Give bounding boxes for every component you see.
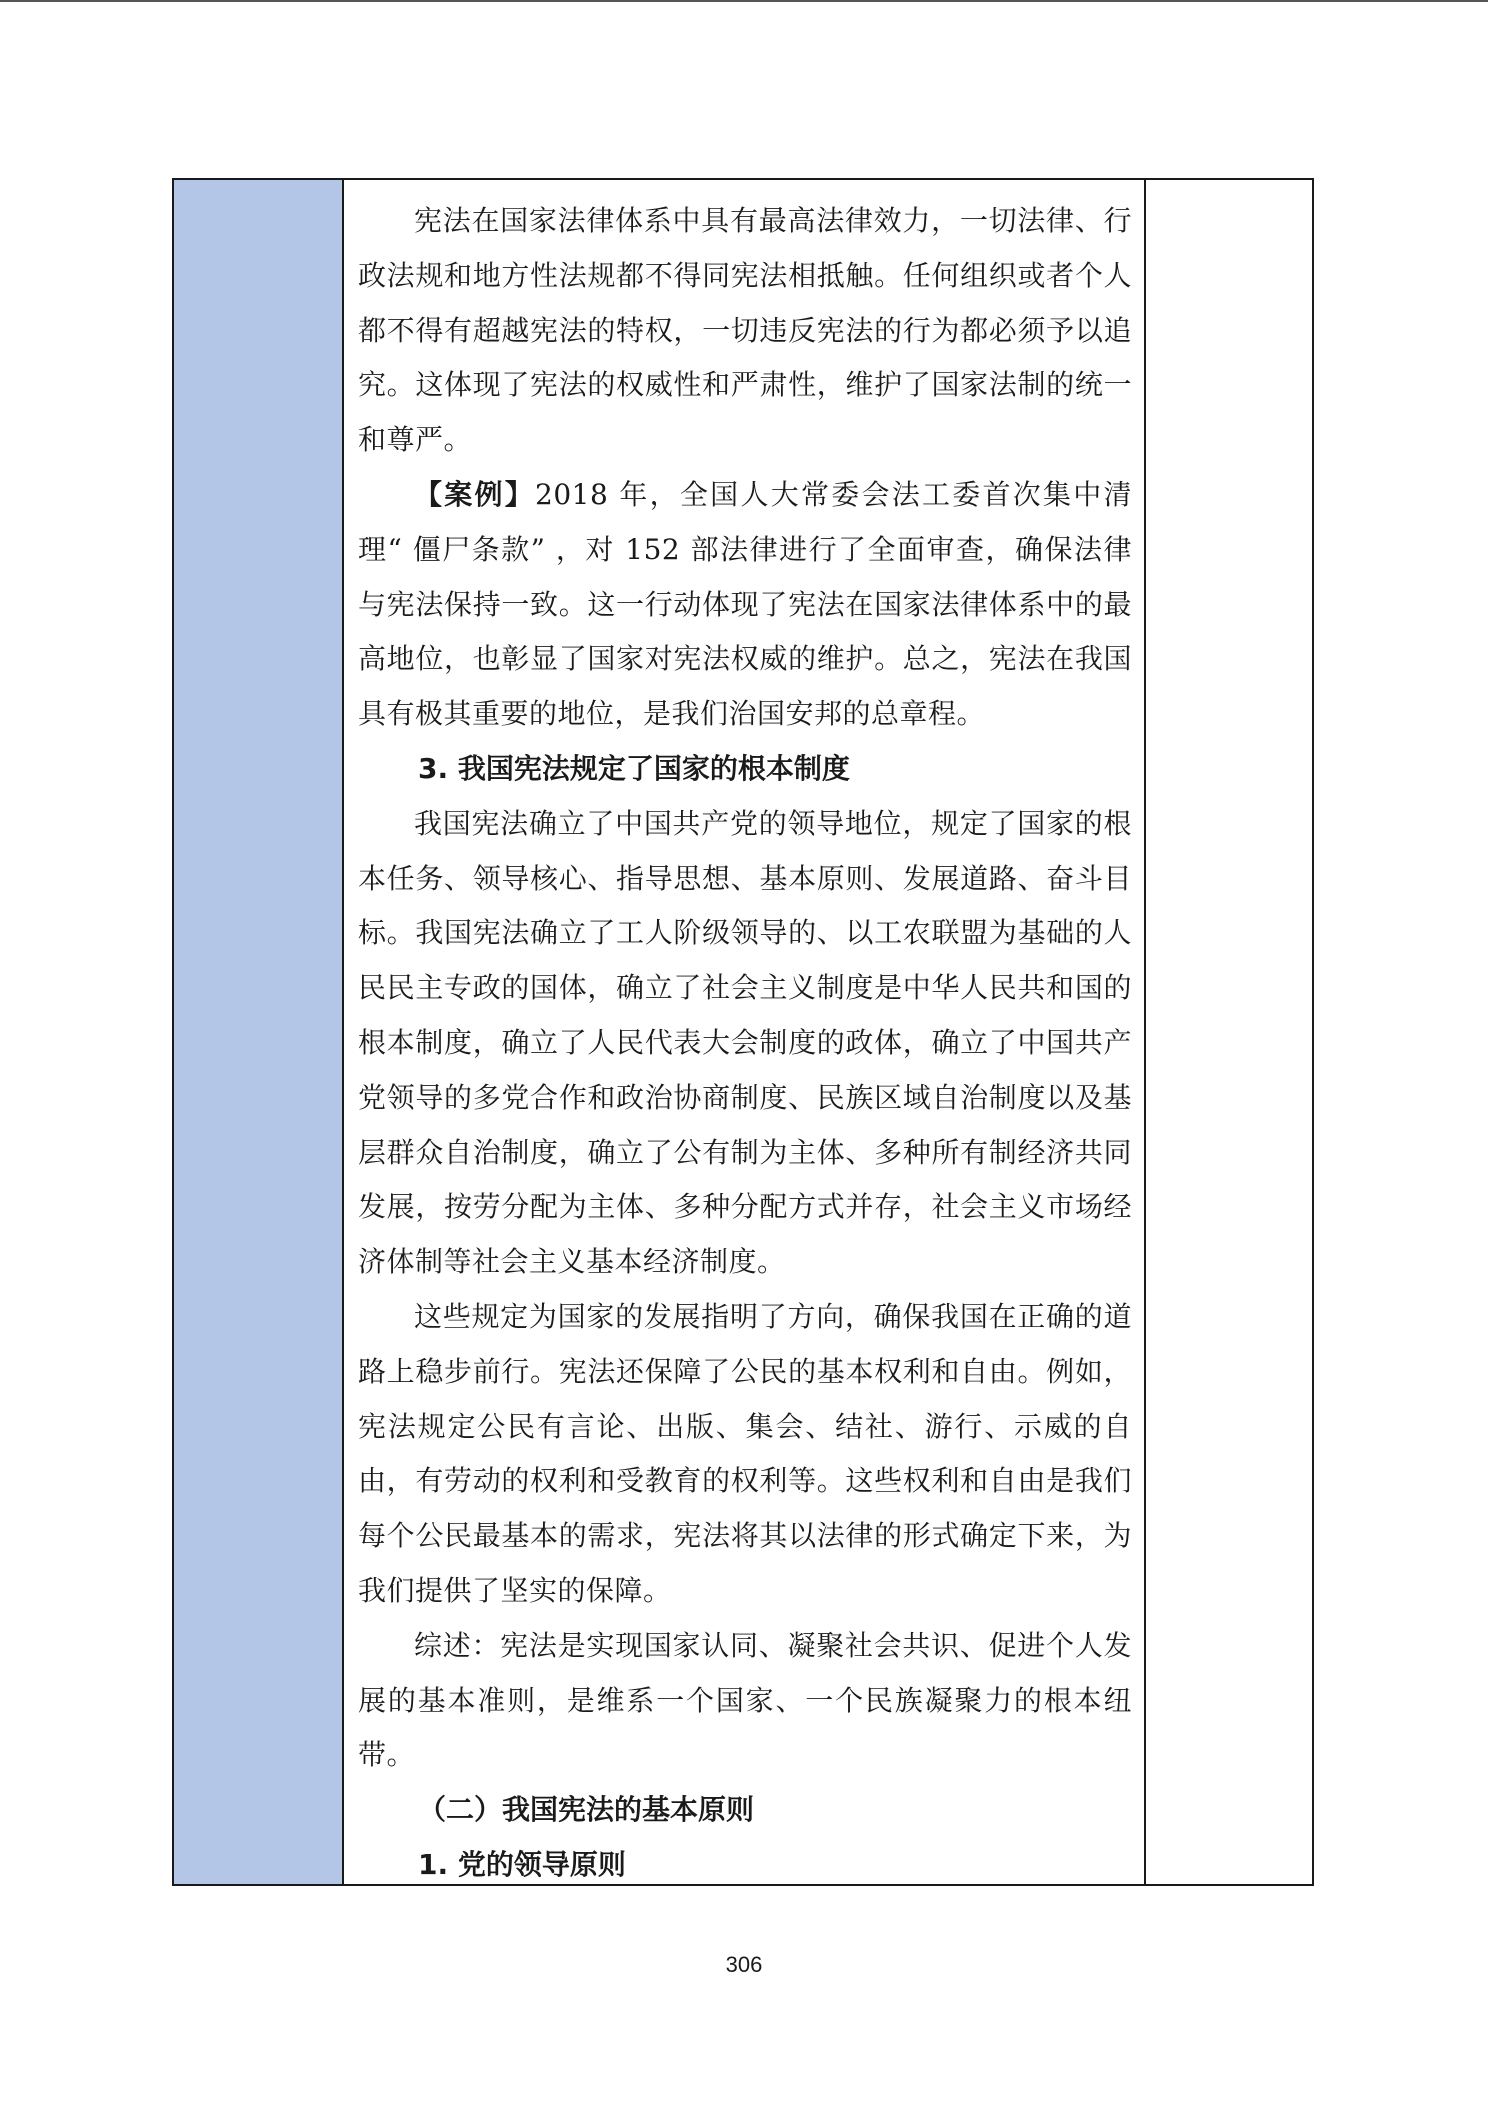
case-paragraph xyxy=(358,468,1132,742)
case-text: 2018 年，全国人大常委会法工委首次集中清理“ 僵尸条款” ，对 152 部法律进行了全面审查，确保法律与宪法保持一致。这一行动体现了宪法在国家法律体系中的最高地位，也彰显了国家对宪法权威的维护。总之，宪法在我国具有极其重要的地位，是我们治国安邦的总章程。 xyxy=(358,477,1132,731)
heading-party-leadership: 1. 党的领导原则 xyxy=(418,1847,626,1881)
table-content-column xyxy=(344,180,1146,1884)
table-right-column xyxy=(1146,180,1312,1884)
paragraph-fundamental-system: 我国宪法确立了中国共产党的领导地位，规定了国家的根本任务、领导核心、指导思想、基本原则、发展道路、奋斗目标。我国宪法确立了工人阶级领导的、以工农联盟为基础的人民民主专政的国体，确立了社会主义制度是中华人民共和国的根本制度，确立了人民代表大会制度的政体，确立了中国共产党领导的多党合作和政治协商制度、民族区域自治制度以及基层群众自治制度，确立了公有制为主体、多种所有制经济共同发展，按劳分配为主体、多种分配方式并存，社会主义市场经济体制等社会主义基本经济制度。 xyxy=(358,806,1132,1279)
lesson-plan-table xyxy=(172,178,1314,1886)
heading-basic-principles: （二）我国宪法的基本原则 xyxy=(418,1793,755,1827)
case-label: 【案例】 xyxy=(414,477,536,511)
paragraph-rights-freedoms: 这些规定为国家的发展指明了方向，确保我国在正确的道路上稳步前行。宪法还保障了公民的基本权利和自由。例如，宪法规定公民有言论、出版、集会、结社、游行、示威的自由，有劳动的权利和受教育的权利等。这些权利和自由是我们每个公民最基本的需求，宪法将其以法律的形式确定下来，为我们提供了坚实的保障。 xyxy=(358,1299,1132,1607)
paragraph-summary: 综述：宪法是实现国家认同、凝聚社会共识、促进个人发展的基本准则，是维系一个国家、一个民族凝聚力的根本纽带。 xyxy=(358,1628,1132,1772)
page-number: 306 xyxy=(725,1952,763,1977)
page-top-rule xyxy=(0,0,1488,2)
table-left-column xyxy=(174,180,344,1884)
paragraph-supreme-effect: 宪法在国家法律体系中具有最高法律效力，一切法律、行政法规和地方性法规都不得同宪法相抵触。任何组织或者个人都不得有超越宪法的特权，一切违反宪法的行为都必须予以追究。这体现了宪法的权威性和严肃性，维护了国家法制的统一和尊严。 xyxy=(358,204,1132,457)
heading-fundamental-system: 3. 我国宪法规定了国家的根本制度 xyxy=(418,751,850,785)
